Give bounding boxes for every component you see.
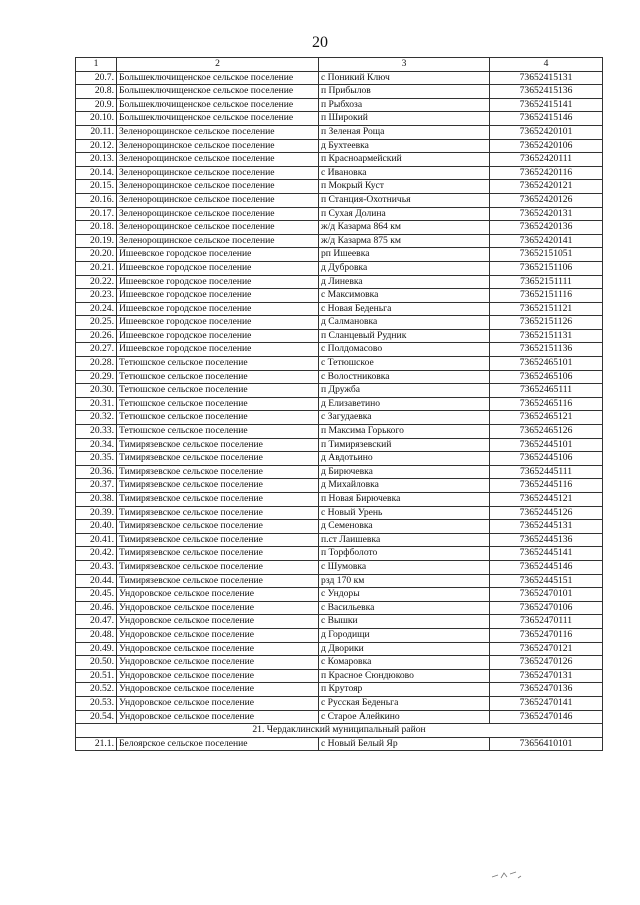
- locality-name: п Прибылов: [319, 85, 490, 99]
- locality-name: п Сухая Долина: [319, 207, 490, 221]
- table-row: [76, 112, 603, 126]
- locality-name: рп Ишеевка: [319, 248, 490, 262]
- settlement-name: Ишеевское городское поселение: [117, 302, 319, 316]
- row-number: 20.16.: [76, 193, 117, 207]
- oktmo-code: 73652420106: [490, 139, 603, 153]
- table-row: [76, 384, 603, 398]
- row-number: 20.25.: [76, 316, 117, 330]
- oktmo-code: 73652470126: [490, 656, 603, 670]
- oktmo-code: 73652151106: [490, 261, 603, 275]
- settlement-name: Ишеевское городское поселение: [117, 289, 319, 303]
- settlement-name: Ундоровское сельское поселение: [117, 669, 319, 683]
- row-number: 20.42.: [76, 547, 117, 561]
- row-number: 20.15.: [76, 180, 117, 194]
- oktmo-code: 73652415141: [490, 98, 603, 112]
- settlement-name: Ундоровское сельское поселение: [117, 696, 319, 710]
- table-row: [76, 533, 603, 547]
- locality-name: с Новая Беденьга: [319, 302, 490, 316]
- table-row: [76, 289, 603, 303]
- scan-artifact-mark: [490, 868, 530, 882]
- section-heading: 21. Чердаклинский муниципальный район: [76, 724, 603, 738]
- oktmo-code: 73652445126: [490, 506, 603, 520]
- table-row: [76, 669, 603, 683]
- oktmo-code: 73652470106: [490, 601, 603, 615]
- oktmo-code: 73652151131: [490, 329, 603, 343]
- table-body: [76, 71, 603, 724]
- locality-name: с Новый Урень: [319, 506, 490, 520]
- oktmo-code: 73652465101: [490, 357, 603, 371]
- table-row: [76, 207, 603, 221]
- locality-name: с Васильевка: [319, 601, 490, 615]
- table-row: [76, 343, 603, 357]
- table-row: [76, 193, 603, 207]
- table-row: [76, 153, 603, 167]
- oktmo-code: 73652151051: [490, 248, 603, 262]
- settlement-name: Зеленорощинское сельское поселение: [117, 166, 319, 180]
- settlement-name: Зеленорощинское сельское поселение: [117, 180, 319, 194]
- locality-name: с Шумовка: [319, 560, 490, 574]
- table-row: [76, 656, 603, 670]
- row-number: 20.54.: [76, 710, 117, 724]
- table-row: [76, 710, 603, 724]
- locality-name: с Ивановка: [319, 166, 490, 180]
- settlement-name: Тимирязевское сельское поселение: [117, 547, 319, 561]
- oktmo-code: 73652151126: [490, 316, 603, 330]
- locality-name: п Красное Сюндюково: [319, 669, 490, 683]
- table-row: [76, 737, 603, 751]
- table-row: [76, 560, 603, 574]
- settlement-name: Тимирязевское сельское поселение: [117, 465, 319, 479]
- oktmo-code: 73652151111: [490, 275, 603, 289]
- settlement-name: Тетюшское сельское поселение: [117, 425, 319, 439]
- settlement-name: Ишеевское городское поселение: [117, 248, 319, 262]
- settlement-name: Ундоровское сельское поселение: [117, 710, 319, 724]
- settlement-name: Тетюшское сельское поселение: [117, 411, 319, 425]
- table-row: [76, 357, 603, 371]
- settlement-name: Большеключищенское сельское поселение: [117, 98, 319, 112]
- table-row: [76, 465, 603, 479]
- settlement-name: Ишеевское городское поселение: [117, 275, 319, 289]
- table-row: [76, 615, 603, 629]
- locality-name: п Торфболото: [319, 547, 490, 561]
- column-header-number: 1: [76, 58, 117, 72]
- locality-name: с Поникий Ключ: [319, 71, 490, 85]
- oktmo-code: 73652420101: [490, 125, 603, 139]
- row-number: 20.23.: [76, 289, 117, 303]
- locality-name: ж/д Казарма 875 км: [319, 234, 490, 248]
- locality-name: п Дружба: [319, 384, 490, 398]
- section-heading-row: [76, 724, 603, 738]
- oktmo-code: 73652465111: [490, 384, 603, 398]
- table-row: [76, 588, 603, 602]
- row-number: 20.28.: [76, 357, 117, 371]
- table-row: [76, 180, 603, 194]
- oktmo-code: 73652465126: [490, 425, 603, 439]
- settlement-name: Тимирязевское сельское поселение: [117, 479, 319, 493]
- row-number: 20.49.: [76, 642, 117, 656]
- table-header-row: [76, 58, 603, 72]
- locality-name: п Рыбхоза: [319, 98, 490, 112]
- settlement-name: Ишеевское городское поселение: [117, 329, 319, 343]
- locality-name: д Бухтеевка: [319, 139, 490, 153]
- locality-name: п.ст Лаишевка: [319, 533, 490, 547]
- settlement-name: Белоярское сельское поселение: [117, 737, 319, 751]
- table-row: [76, 370, 603, 384]
- settlement-name: Ундоровское сельское поселение: [117, 642, 319, 656]
- oktmo-code: 73652445151: [490, 574, 603, 588]
- table-row: [76, 261, 603, 275]
- locality-name: п Максима Горького: [319, 425, 490, 439]
- row-number: 20.11.: [76, 125, 117, 139]
- locality-name: д Семеновка: [319, 520, 490, 534]
- settlement-name: Тетюшское сельское поселение: [117, 357, 319, 371]
- locality-name: с Русская Беденьга: [319, 696, 490, 710]
- locality-name: с Полдомасово: [319, 343, 490, 357]
- settlement-name: Зеленорощинское сельское поселение: [117, 139, 319, 153]
- oktmo-code: 73652445131: [490, 520, 603, 534]
- locality-name: с Старое Алейкино: [319, 710, 490, 724]
- row-number: 20.9.: [76, 98, 117, 112]
- column-header-locality: 3: [319, 58, 490, 72]
- table-row: [76, 628, 603, 642]
- row-number: 20.44.: [76, 574, 117, 588]
- table-row: [76, 683, 603, 697]
- settlement-name: Ундоровское сельское поселение: [117, 628, 319, 642]
- settlement-name: Зеленорощинское сельское поселение: [117, 153, 319, 167]
- row-number: 20.38.: [76, 493, 117, 507]
- row-number: 20.26.: [76, 329, 117, 343]
- row-number: 20.32.: [76, 411, 117, 425]
- table-row: [76, 302, 603, 316]
- row-number: 20.33.: [76, 425, 117, 439]
- table-row: [76, 696, 603, 710]
- locality-name: рзд 170 км: [319, 574, 490, 588]
- row-number: 20.27.: [76, 343, 117, 357]
- oktmo-code: 73652415131: [490, 71, 603, 85]
- oktmo-code: 73652151116: [490, 289, 603, 303]
- table-row: [76, 425, 603, 439]
- row-number: 20.35.: [76, 452, 117, 466]
- locality-name: п Крутояр: [319, 683, 490, 697]
- row-number: 20.51.: [76, 669, 117, 683]
- locality-name: п Станция-Охотничья: [319, 193, 490, 207]
- locality-name: п Широкий: [319, 112, 490, 126]
- oktmo-code: 73652420116: [490, 166, 603, 180]
- settlement-name: Большеключищенское сельское поселение: [117, 112, 319, 126]
- locality-name: д Линевка: [319, 275, 490, 289]
- locality-name: с Вышки: [319, 615, 490, 629]
- settlement-name: Тетюшское сельское поселение: [117, 397, 319, 411]
- oktmo-code: 73652420131: [490, 207, 603, 221]
- table-row: [76, 329, 603, 343]
- settlement-name: Ундоровское сельское поселение: [117, 601, 319, 615]
- locality-name: ж/д Казарма 864 км: [319, 221, 490, 235]
- table-row: [76, 397, 603, 411]
- row-number: 20.19.: [76, 234, 117, 248]
- oktmo-code: 73652470111: [490, 615, 603, 629]
- settlement-name: Большеключищенское сельское поселение: [117, 71, 319, 85]
- oktmo-code: 73652420136: [490, 221, 603, 235]
- table-row: [76, 85, 603, 99]
- settlement-name: Ундоровское сельское поселение: [117, 615, 319, 629]
- oktmo-code: 73652465121: [490, 411, 603, 425]
- row-number: 20.53.: [76, 696, 117, 710]
- table-row: [76, 166, 603, 180]
- row-number: 20.29.: [76, 370, 117, 384]
- locality-name: с Максимовка: [319, 289, 490, 303]
- table-row: [76, 601, 603, 615]
- locality-name: п Новая Бирючевка: [319, 493, 490, 507]
- row-number: 21.1.: [76, 737, 117, 751]
- table-row: [76, 139, 603, 153]
- settlement-name: Тимирязевское сельское поселение: [117, 506, 319, 520]
- table-row: [76, 71, 603, 85]
- row-number: 20.12.: [76, 139, 117, 153]
- oktmo-code: 73652470121: [490, 642, 603, 656]
- page-number: 20: [312, 34, 328, 51]
- settlement-name: Тетюшское сельское поселение: [117, 384, 319, 398]
- table-row: [76, 479, 603, 493]
- locality-name: с Ундоры: [319, 588, 490, 602]
- locality-name: д Авдотьино: [319, 452, 490, 466]
- locality-name: д Бирючевка: [319, 465, 490, 479]
- settlement-name: Ишеевское городское поселение: [117, 261, 319, 275]
- oktmo-code: 73652415146: [490, 112, 603, 126]
- settlement-name: Ишеевское городское поселение: [117, 343, 319, 357]
- settlement-name: Тетюшское сельское поселение: [117, 370, 319, 384]
- oktmo-code: 73652470136: [490, 683, 603, 697]
- oktmo-code: 73652465116: [490, 397, 603, 411]
- locality-name: п Тимирязевский: [319, 438, 490, 452]
- locality-name: д Городищи: [319, 628, 490, 642]
- locality-name: с Загудаевка: [319, 411, 490, 425]
- table-row: [76, 574, 603, 588]
- oktmo-code: 73652470146: [490, 710, 603, 724]
- row-number: 20.36.: [76, 465, 117, 479]
- row-number: 20.18.: [76, 221, 117, 235]
- row-number: 20.48.: [76, 628, 117, 642]
- table-row: [76, 234, 603, 248]
- locality-name: п Мокрый Куст: [319, 180, 490, 194]
- row-number: 20.40.: [76, 520, 117, 534]
- settlement-name: Тимирязевское сельское поселение: [117, 574, 319, 588]
- row-number: 20.41.: [76, 533, 117, 547]
- row-number: 20.37.: [76, 479, 117, 493]
- row-number: 20.34.: [76, 438, 117, 452]
- table-row: [76, 642, 603, 656]
- locality-name: с Новый Белый Яр: [319, 737, 490, 751]
- row-number: 20.31.: [76, 397, 117, 411]
- locality-name: с Тетюшское: [319, 357, 490, 371]
- oktmo-code: 73652470116: [490, 628, 603, 642]
- oktmo-code: 73652465106: [490, 370, 603, 384]
- row-number: 20.52.: [76, 683, 117, 697]
- row-number: 20.43.: [76, 560, 117, 574]
- oktmo-code: 73652151136: [490, 343, 603, 357]
- table-row: [76, 125, 603, 139]
- row-number: 20.20.: [76, 248, 117, 262]
- oktmo-code: 73652445106: [490, 452, 603, 466]
- table-row: [76, 248, 603, 262]
- oktmo-code: 73652470141: [490, 696, 603, 710]
- table-row: [76, 438, 603, 452]
- oktmo-code: 73652470131: [490, 669, 603, 683]
- settlement-name: Тимирязевское сельское поселение: [117, 493, 319, 507]
- table-row: [76, 520, 603, 534]
- table-row: [76, 452, 603, 466]
- locality-name: д Дубровка: [319, 261, 490, 275]
- table-row: [76, 506, 603, 520]
- oktmo-code: 73652151121: [490, 302, 603, 316]
- settlement-name: Зеленорощинское сельское поселение: [117, 193, 319, 207]
- settlement-name: Тимирязевское сельское поселение: [117, 560, 319, 574]
- row-number: 20.8.: [76, 85, 117, 99]
- row-number: 20.21.: [76, 261, 117, 275]
- settlement-name: Ундоровское сельское поселение: [117, 656, 319, 670]
- row-number: 20.14.: [76, 166, 117, 180]
- oktmo-code: 73652420121: [490, 180, 603, 194]
- row-number: 20.47.: [76, 615, 117, 629]
- table-row: [76, 98, 603, 112]
- row-number: 20.10.: [76, 112, 117, 126]
- column-header-code: 4: [490, 58, 603, 72]
- table-row: [76, 316, 603, 330]
- oktmo-code: 73652415136: [490, 85, 603, 99]
- oktmo-code: 73652445101: [490, 438, 603, 452]
- settlement-name: Зеленорощинское сельское поселение: [117, 207, 319, 221]
- oktmo-code: 73656410101: [490, 737, 603, 751]
- oktmo-code: 73652445111: [490, 465, 603, 479]
- settlement-name: Ундоровское сельское поселение: [117, 588, 319, 602]
- table-row: [76, 221, 603, 235]
- row-number: 20.22.: [76, 275, 117, 289]
- row-number: 20.30.: [76, 384, 117, 398]
- locality-name: с Волостниковка: [319, 370, 490, 384]
- table-row: [76, 547, 603, 561]
- settlement-name: Тимирязевское сельское поселение: [117, 452, 319, 466]
- column-header-settlement: 2: [117, 58, 319, 72]
- locality-name: д Салмановка: [319, 316, 490, 330]
- row-number: 20.7.: [76, 71, 117, 85]
- settlement-name: Тимирязевское сельское поселение: [117, 438, 319, 452]
- locality-name: п Зеленая Роща: [319, 125, 490, 139]
- locality-name: п Красноармейский: [319, 153, 490, 167]
- table-row: [76, 493, 603, 507]
- settlement-name: Большеключищенское сельское поселение: [117, 85, 319, 99]
- oktmo-code: 73652445136: [490, 533, 603, 547]
- row-number: 20.46.: [76, 601, 117, 615]
- settlement-name: Ишеевское городское поселение: [117, 316, 319, 330]
- settlement-name: Зеленорощинское сельское поселение: [117, 234, 319, 248]
- oktmo-code: 73652420111: [490, 153, 603, 167]
- settlements-table: [75, 57, 603, 751]
- oktmo-code: 73652420141: [490, 234, 603, 248]
- row-number: 20.13.: [76, 153, 117, 167]
- row-number: 20.24.: [76, 302, 117, 316]
- settlement-name: Тимирязевское сельское поселение: [117, 533, 319, 547]
- row-number: 20.17.: [76, 207, 117, 221]
- locality-name: д Елизаветино: [319, 397, 490, 411]
- row-number: 20.50.: [76, 656, 117, 670]
- locality-name: п Сланцевый Рудник: [319, 329, 490, 343]
- oktmo-code: 73652445141: [490, 547, 603, 561]
- oktmo-code: 73652445146: [490, 560, 603, 574]
- row-number: 20.39.: [76, 506, 117, 520]
- table-row: [76, 411, 603, 425]
- locality-name: д Дворики: [319, 642, 490, 656]
- settlement-name: Тимирязевское сельское поселение: [117, 520, 319, 534]
- oktmo-code: 73652420126: [490, 193, 603, 207]
- locality-name: с Комаровка: [319, 656, 490, 670]
- row-number: 20.45.: [76, 588, 117, 602]
- oktmo-code: 73652445121: [490, 493, 603, 507]
- settlement-name: Ундоровское сельское поселение: [117, 683, 319, 697]
- settlement-name: Зеленорощинское сельское поселение: [117, 221, 319, 235]
- settlement-name: Зеленорощинское сельское поселение: [117, 125, 319, 139]
- table-row: [76, 275, 603, 289]
- locality-name: д Михайловка: [319, 479, 490, 493]
- oktmo-code: 73652470101: [490, 588, 603, 602]
- oktmo-code: 73652445116: [490, 479, 603, 493]
